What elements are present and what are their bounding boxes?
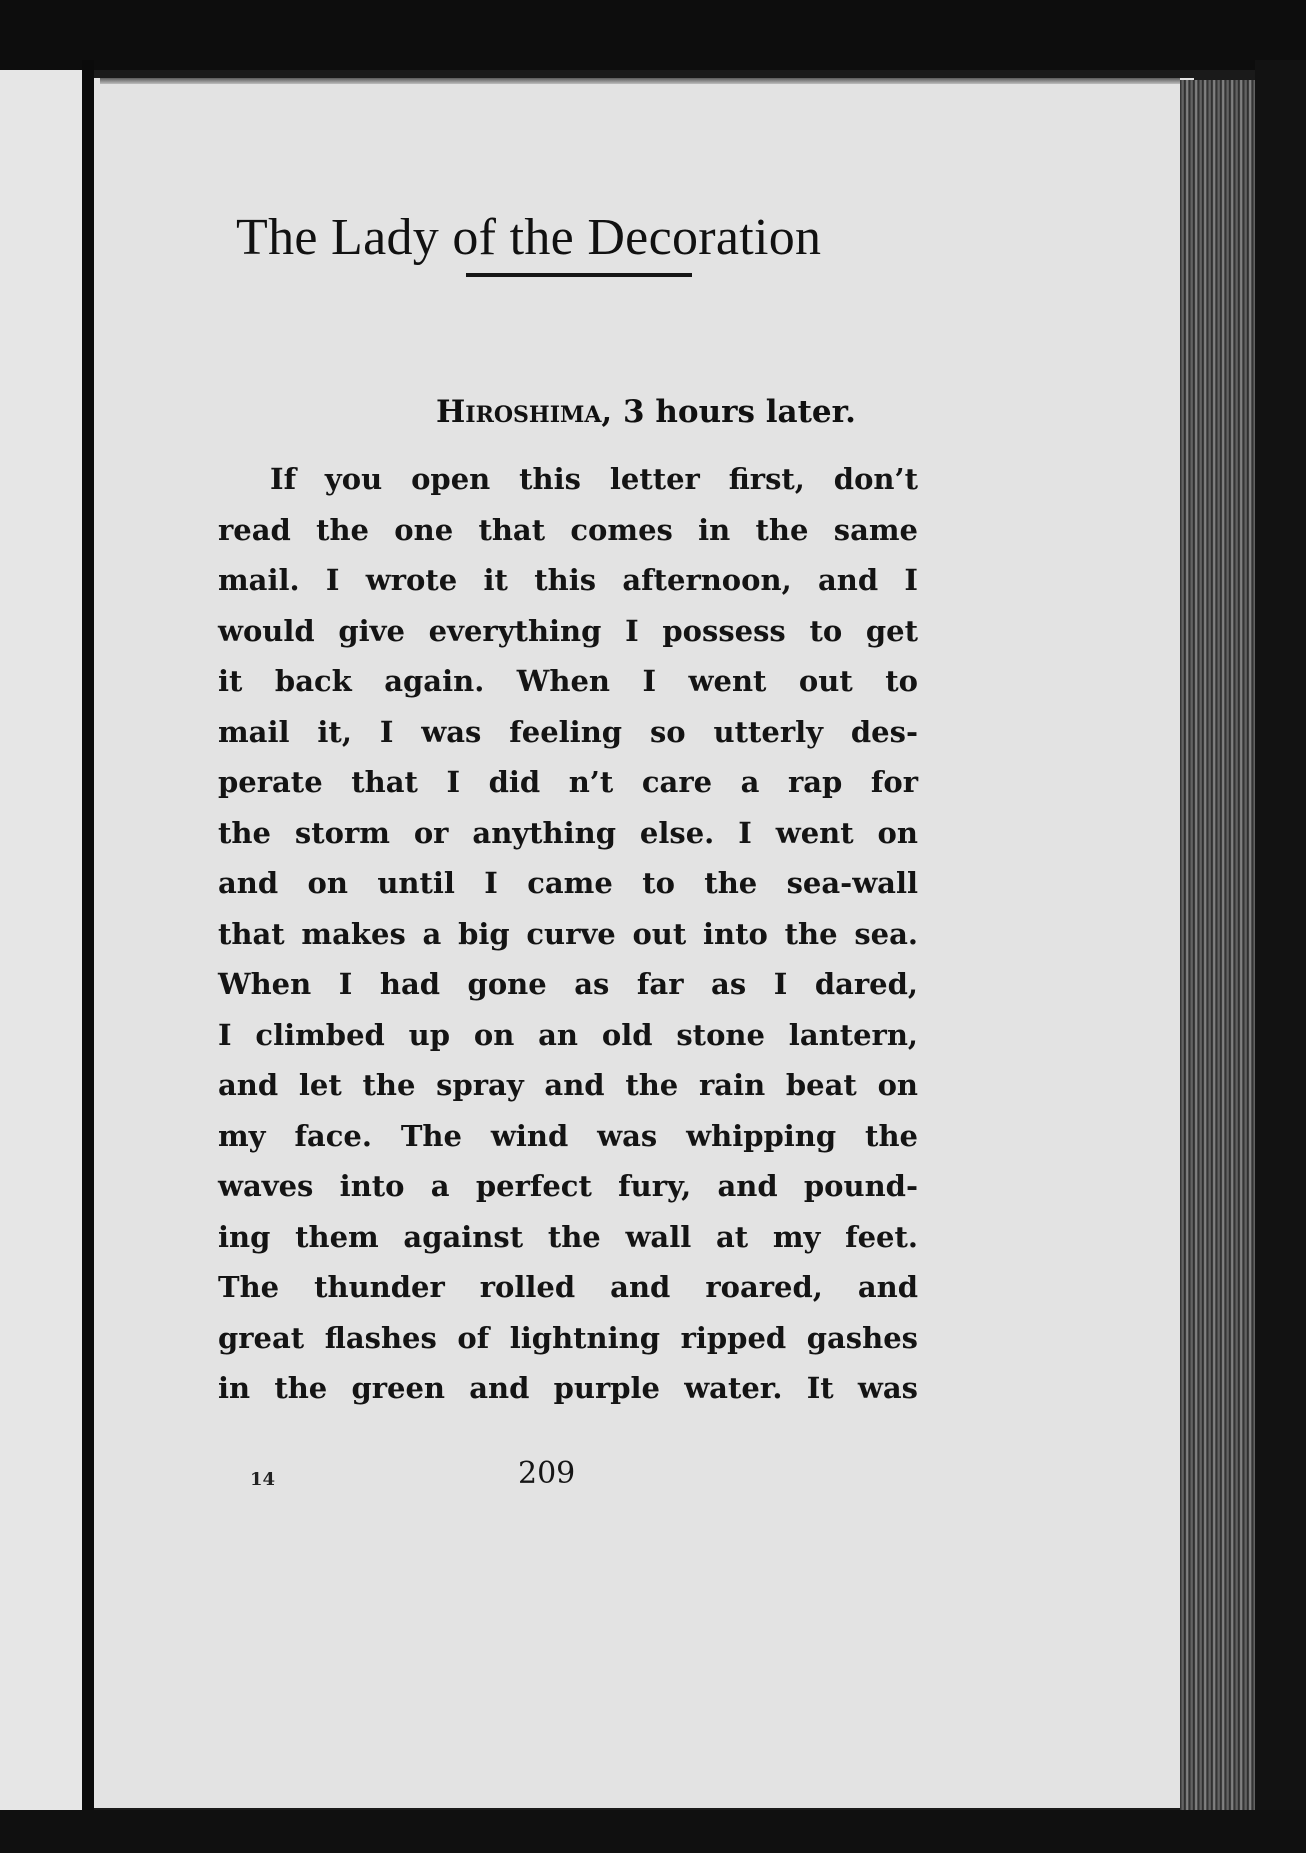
text-line: When I had gone as far as I dared, xyxy=(218,967,918,1001)
letter-dateline xyxy=(436,394,936,430)
text-line: If you open this letter first, don’t xyxy=(270,462,918,496)
text-line: would give everything I possess to get xyxy=(218,613,918,648)
signature-mark: 14 xyxy=(250,1469,276,1490)
running-head-rule xyxy=(466,273,692,277)
text-line: read the one that comes in the same xyxy=(218,512,918,547)
text-line: in the green and purple water. It was xyxy=(218,1371,918,1405)
previous-page-edge xyxy=(0,70,82,1810)
text-line: that makes a big curve out into the sea. xyxy=(218,916,918,951)
text-line: my face. The wind was whipping the xyxy=(218,1118,918,1153)
scan-right-border xyxy=(1255,60,1306,1853)
page-number: 209 xyxy=(518,1456,576,1491)
dateline-time: , 3 hours later. xyxy=(601,394,856,430)
text-line: and on until I came to the sea-wall xyxy=(218,866,918,900)
text-line: mail. I wrote it this afternoon, and I xyxy=(218,563,918,597)
text-line: ing them against the wall at my feet. xyxy=(218,1219,918,1254)
page-fore-edge xyxy=(1180,80,1260,1810)
dateline-place: Hiroshima xyxy=(436,394,602,430)
text-line: The thunder rolled and roared, and xyxy=(218,1270,918,1304)
text-line: great flashes of lightning ripped gashes xyxy=(218,1320,918,1355)
text-line: and let the spray and the rain beat on xyxy=(218,1068,918,1102)
page-top-shadow xyxy=(100,78,1180,84)
body-text xyxy=(218,454,918,1414)
text-line: I climbed up on an old stone lantern, xyxy=(218,1017,918,1052)
scan-top-border xyxy=(0,0,1306,70)
text-line: waves into a perfect fury, and pound- xyxy=(218,1169,918,1203)
book-gutter xyxy=(82,60,94,1820)
text-line: the storm or anything else. I went on xyxy=(218,815,918,850)
text-line: it back again. When I went out to xyxy=(218,664,918,698)
text-line: perate that I did n’t care a rap for xyxy=(218,765,918,799)
scan-bottom-border xyxy=(0,1810,1306,1853)
text-line: mail it, I was feeling so utterly des- xyxy=(218,714,918,749)
running-head: The Lady of the Decoration xyxy=(236,209,822,266)
